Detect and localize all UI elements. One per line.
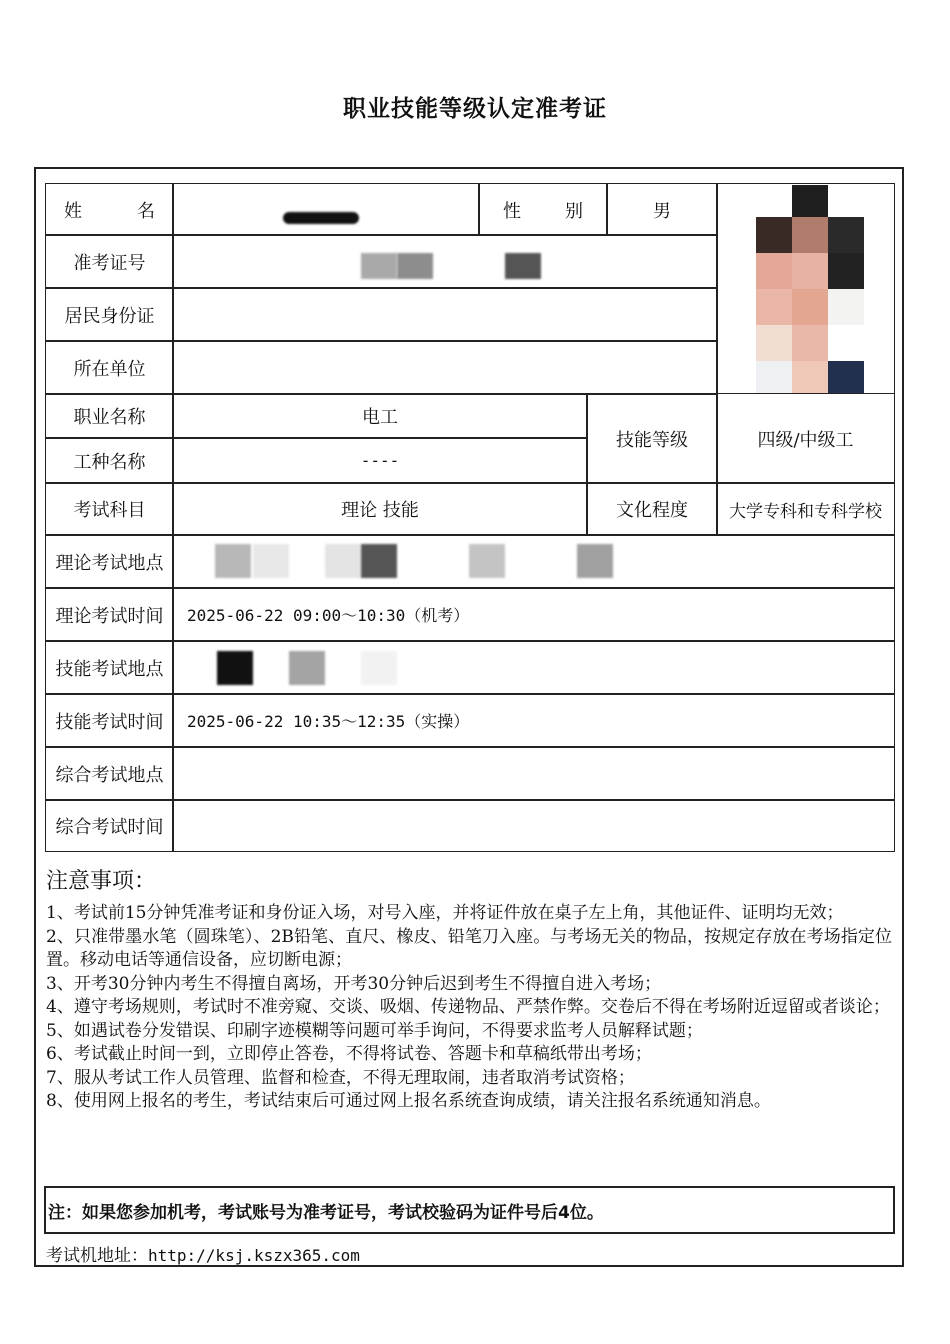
redacted-skill-place-1 — [217, 651, 253, 685]
theory-place-value-cell — [172, 534, 895, 589]
name-label-char-2: 名 — [137, 200, 155, 222]
notes-title: 注意事项： — [46, 869, 157, 894]
skill-level-value: 四级/中级工 — [716, 393, 895, 484]
redacted-ticket-2 — [397, 253, 433, 279]
photo-avatar — [718, 185, 894, 393]
unit-value — [172, 340, 718, 395]
theory-time-label: 理论考试时间 — [45, 587, 174, 642]
redacted-theory-place-1 — [215, 544, 251, 578]
redacted-skill-place-3 — [361, 651, 397, 685]
theory-place-label: 理论考试地点 — [45, 534, 174, 589]
address-link[interactable]: http://ksj.kszx365.com — [148, 1246, 360, 1265]
note-item: 4、遵守考场规则，考试时不准旁窥、交谈、吸烟、传递物品、严禁作弊。交卷后不得在考场附近逗留或者谈论； — [46, 997, 890, 1017]
theory-time-value: 2025-06-22 09:00～10:30（机考） — [172, 587, 895, 642]
note-item: 7、服从考试工作人员管理、监督和检查，不得无理取闹，违者取消考试资格； — [46, 1067, 635, 1088]
ticket-number-value-cell — [172, 234, 718, 289]
redacted-ticket-1 — [361, 253, 397, 279]
occupation-label: 职业名称 — [45, 393, 174, 439]
note-item: 6、考试截止时间一到，立即停止答卷，不得将试卷、答题卡和草稿纸带出考场； — [46, 1044, 652, 1064]
redacted-name — [283, 212, 359, 224]
skill-level-label: 技能等级 — [586, 393, 718, 484]
occupation-value: 电工 — [172, 393, 588, 439]
skill-place-value-cell — [172, 640, 895, 695]
worktype-label: 工种名称 — [45, 437, 174, 484]
machine-exam-note: 注：如果您参加机考，考试账号为准考证号，考试校验码为证件号后4位。 — [44, 1186, 895, 1234]
unit-label: 所在单位 — [45, 340, 174, 395]
id-card-label: 居民身份证 — [45, 287, 174, 342]
comprehensive-place-value — [172, 746, 895, 801]
page-title: 职业技能等级认定准考证 — [343, 96, 607, 122]
address-label: 考试机地址： — [46, 1246, 148, 1266]
redacted-theory-place-5 — [469, 544, 505, 578]
redacted-theory-place-6 — [577, 544, 613, 578]
skill-place-label: 技能考试地点 — [45, 640, 174, 695]
gender-label-char-1: 性 — [503, 200, 521, 222]
note-item: 3、开考30分钟内考生不得擅自离场，开考30分钟后迟到考生不得擅自进入考场； — [46, 973, 662, 994]
note-item: 8、使用网上报名的考生，考试结束后可通过网上报名系统查询成绩，请关注报名系统通知消息。 — [46, 1091, 771, 1111]
redacted-theory-place-2 — [253, 544, 289, 578]
gender-label-char-2: 别 — [565, 200, 583, 222]
redacted-theory-place-4 — [361, 544, 397, 578]
note-item: 1、考试前15分钟凭准考证和身份证入场，对号入座，并将证件放在桌子左上角，其他证件、证明均无效； — [46, 903, 844, 923]
note-item: 5、如遇试卷分发错误、印刷字迹模糊等问题可举手询问，不得要求监考人员解释试题； — [46, 1020, 703, 1041]
skill-time-label: 技能考试时间 — [45, 693, 174, 748]
redacted-ticket-3 — [505, 253, 541, 279]
ticket-number-label: 准考证号 — [45, 234, 174, 289]
skill-time-value: 2025-06-22 10:35～12:35（实操） — [172, 693, 895, 748]
comprehensive-time-value — [172, 799, 895, 852]
subject-value: 理论 技能 — [172, 482, 588, 536]
education-value: 大学专科和专科学校 — [716, 482, 895, 536]
comprehensive-place-label: 综合考试地点 — [45, 746, 174, 801]
comprehensive-time-label: 综合考试时间 — [45, 799, 174, 852]
gender-value: 男 — [606, 183, 718, 236]
note-item: 2、只准带墨水笔（圆珠笔）、2B铅笔、直尺、橡皮、铅笔刀入座。与考场无关的物品，按规定存放在考场指定位置。移动电话等通信设备，应切断电源； — [46, 926, 892, 970]
education-label: 文化程度 — [586, 482, 718, 536]
name-label — [45, 183, 174, 236]
exam-machine-address — [46, 1241, 360, 1266]
name-value-cell — [172, 183, 480, 236]
id-card-value — [172, 287, 718, 342]
subject-label: 考试科目 — [45, 482, 174, 536]
gender-label — [478, 183, 608, 236]
notes-list — [46, 902, 892, 1114]
redacted-skill-place-2 — [289, 651, 325, 685]
worktype-value: ---- — [172, 437, 588, 484]
name-label-char-1: 姓 — [64, 200, 82, 222]
redacted-theory-place-3 — [325, 544, 361, 578]
